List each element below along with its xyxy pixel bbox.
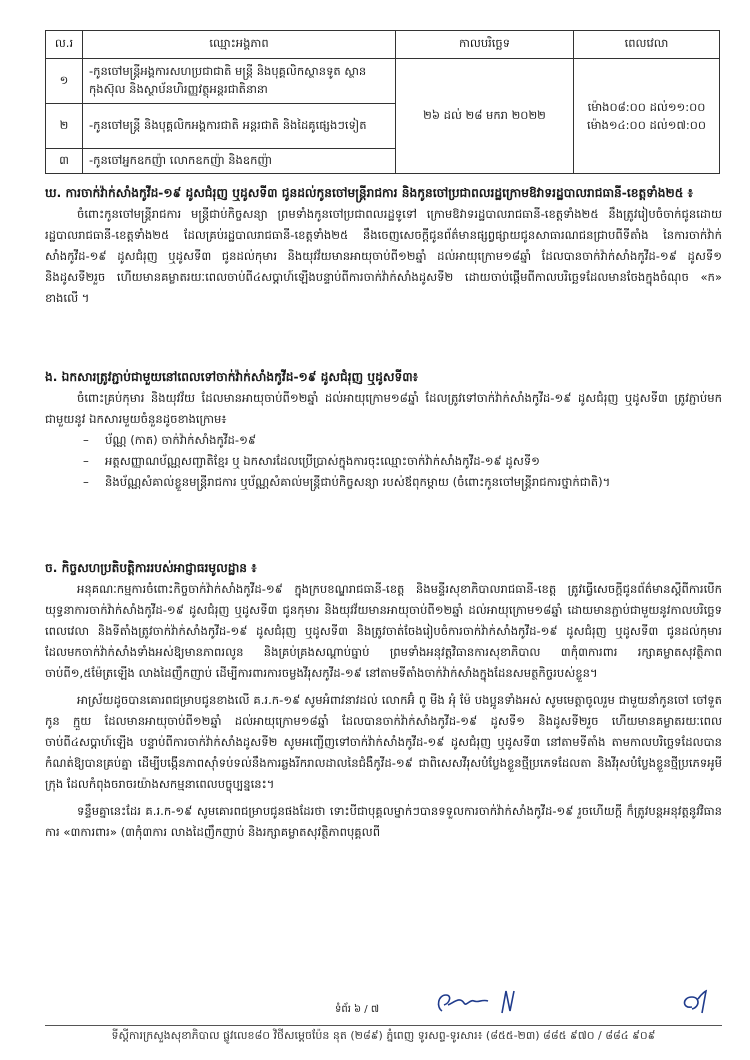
- section-ch-heading: ច. កិច្ចសហប្រតិបត្តិការរបស់អាជ្ញាធរមូលដ្ឋាន ៖: [45, 561, 257, 575]
- row-group: -កូនចៅមន្ត្រីអង្គការសហប្រជាជាតិ មន្ត្រី និងបុគ្គលិកស្ថានទូត ស្ថានកុងស៊ុល និងស្ថាប័នហិរញ្ញវត្ថុអន្តរជាតិនានា: [83, 59, 396, 104]
- section-ch-para2: អាស្រ័យដូចបានគោរពជម្រាបជូនខាងលើ គ.រ.ក-១៩ សូមអំពាវនាវដល់ លោកអ៊ំ ពូ មីង អុំ ម៉ែ បងប្អូនទាំងអស់ សូមមេត្តាចូលរួម ជាមួយនាំកូនចៅ ចៅទួត កូន ក្មួយ ដែលមានអាយុចាប់ពី១២ឆ្នាំ ដល់អាយុក្រោម១៨ឆ្នាំ ដែលបានចាក់វ៉ាក់សាំងកូវីដ-១៩ ដូសទី១ និងដូសទី២រួច ហើយមានគម្លាតរយៈពេលចាប់ពី៤សប្តាហ៍ឡើង បន្ទាប់ពីការចាក់វ៉ាក់សាំងដូសទី២ សូមអញ្ជើញទៅចាក់វ៉ាក់សាំងកូវីដ-១៩ ដូសជំរុញ ឬដូសទី៣ នៅតាមទីតាំង តាមកាលបរិច្ឆេទដែលបានកំណត់ឱ្យបានគ្រប់គ្នា ដើម្បីបង្កើនភាពស៊ាំទប់ទល់នឹងការឆ្លងរីករាលដាលនៃជំងឺកូវីដ-១៩ ជាពិសេសវីរុសបំប្លែងខ្លួនថ្មីប្រភេទដែលតា និងវីរុសបំប្លែងខ្លួនថ្មីប្រភេទអូមីក្រុង ដែលកំពុងចរាចរយ៉ាងសកម្មនាពេលបច្ចុប្បន្ននេះ។: [45, 693, 722, 791]
- col-header-date: កាលបរិច្ឆេទ: [396, 31, 574, 59]
- document-list: [45, 430, 722, 493]
- col-header-unit: ឈ្មោះអង្គភាព: [83, 31, 396, 59]
- schedule-table: [45, 30, 720, 174]
- signature-mark-icon: [672, 985, 712, 1021]
- time-afternoon: ម៉ោង១៤:០០ ដល់១៧:០០: [586, 118, 707, 132]
- col-header-number: ល.រ: [46, 31, 83, 59]
- page-number: ទំព័រ ៦ / ៧: [335, 1004, 380, 1015]
- row-number: ២: [46, 104, 83, 149]
- row-group: -កូនចៅអ្នកឧកញ៉ា លោកឧកញ៉ា និងឧកញ៉ា: [83, 149, 396, 174]
- list-item: – អត្តសញ្ញាណប័ណ្ណសញ្ជាតិខ្មែរ ឬ ឯកសារដែលប្រើប្រាស់ក្នុងការចុះឈ្មោះចាក់វ៉ាក់សាំងកូវីដ-១៩ ដូសទី១: [83, 451, 722, 472]
- time-morning: ម៉ោង០៨:០០ ដល់១១:០០: [587, 99, 706, 114]
- list-item: – និងប័ណ្ណសំគាល់ខ្លួនមន្ត្រីរាជការ ឬប័ណ្ណសំគាល់មន្ត្រីជាប់កិច្ចសន្យា របស់ឪពុកម្តាយ (ចំពោះកូនចៅមន្ត្រីរាជការថ្នាក់ជាតិ)។: [83, 472, 722, 493]
- table-row: [46, 59, 720, 104]
- section-ng: [45, 367, 722, 493]
- section-ng-intro: ចំពោះគ្រប់កុមារ និងយុវវ័យ ដែលមានអាយុចាប់ពី១២ឆ្នាំ ដល់អាយុក្រោម១៨ឆ្នាំ ដែលត្រូវទៅចាក់វ៉ាក់សាំងកូវីដ-១៩ ដូសជំរុញ ឬដូសទី៣ ត្រូវភ្ជាប់មកជាមួយនូវ ឯកសារមួយចំនួនដូចខាងក្រោម៖: [45, 391, 722, 426]
- section-gho-body: ចំពោះកូនចៅមន្ត្រីរាជការ មន្ត្រីជាប់កិច្ចសន្យា ព្រមទាំងកូនចៅប្រជាពលរដ្ឋទូទៅ ក្រោមឱវាទរដ្ឋបាលរាជធានី-ខេត្តទាំង២៥ នឹងត្រូវរៀបចំចាក់ជូនដោយរដ្ឋបាលរាជធានី-ខេត្តទាំង២៥ ដែលគ្រប់រដ្ឋបាលរាជធានី-ខេត្តទាំង២៥ នឹងចេញសេចក្តីជូនព័ត៌មានផ្សព្វផ្សាយជូនសាធារណជនជ្រាបពីទីតាំង នៃការចាក់វ៉ាក់សាំងកូវីដ-១៩ ដូសជំរុញ ឬដូសទី៣ ជូនដល់កុមារ និងយុវវ័យមានអាយុចាប់ពី១២ឆ្នាំ ដល់អាយុក្រោម១៨ឆ្នាំ ដែលបានចាក់វ៉ាក់សាំងកូវីដ-១៩ ដូសទី១ និងដូសទី២រួច ហើយមានគម្លាតរយៈពេលចាប់ពី៤សប្តាហ៍ឡើងបន្ទាប់ពីការចាក់វ៉ាក់សាំងដូសទី២ ដោយចាប់ផ្តើមពីកាលបរិច្ឆេទដែលមានចែងក្នុងចំណុច «ក» ខាងលើ ។: [45, 207, 722, 305]
- schedule-time: [574, 59, 720, 174]
- section-ch-para1: អនុគណៈកម្មការចំពោះកិច្ចចាក់វ៉ាក់សាំងកូវីដ-១៩ ក្នុងក្របខណ្ឌរាជធានី-ខេត្ត និងមន្ទីរសុខាភិបាលរាជធានី-ខេត្ត ត្រូវធ្វើសេចក្តីជូនព័ត៌មានស្តីពីការបើកយុទ្ធនាការចាក់វ៉ាក់សាំងកូវីដ-១៩ ដូសជំរុញ ឬដូសទី៣ ជូនកុមារ និងយុវវ័យមានអាយុចាប់ពី១២ឆ្នាំ ដល់អាយុក្រោម១៨ឆ្នាំ ដោយមានភ្ជាប់ជាមួយនូវកាលបរិច្ឆេទ ពេលវេលា និងទីតាំងត្រូវចាក់វ៉ាក់សាំងកូវីដ-១៩ ដូសជំរុញ ឬដូសទី៣ និងត្រូវចាត់ចែងរៀបចំការចាក់វ៉ាក់សាំងកូវីដ-១៩ ដូសជំរុញ ឬដូសទី៣ ជូនដល់កុមារ ដែលមកចាក់វ៉ាក់សាំងទាំងអស់ឱ្យមានភាពរលូន និងគ្រប់គ្រងសណ្តាប់ធ្នាប់ ព្រមទាំងអនុវត្តវិធានការសុខាភិបាល ៣កុំ៣ការពារ រក្សាគម្លាតសុវត្ថិភាពចាប់ពី១,៥ម៉ែត្រឡើង លាងដៃញឹកញាប់ ដើម្បីការពារការចម្លងវីរុសកូវីដ-១៩ នៅតាមទីតាំងចាក់វ៉ាក់សាំងក្នុងដែនសមត្ថកិច្ចរបស់ខ្លួន។: [45, 582, 722, 680]
- footer-divider: [45, 1025, 722, 1026]
- section-ch-para3: ទន្ទឹមគ្នានេះដែរ គ.រ.ក-១៩ សូមគោរពជម្រាបជូនផងដែរថា ទោះបីជាបុគ្គលម្នាក់ៗបានទទួលការចាក់វ៉ាក់សាំងកូវីដ-១៩ រួចហើយក្តី ក៏ត្រូវបន្តអនុវត្តនូវវិធានការ «៣ការពារ» (៣កុំ៣ការ លាងដៃញឹកញាប់ និងរក្សាគម្លាតសុវត្ថិភាពបុគ្គលពី: [45, 804, 722, 839]
- schedule-date: ២៦ ដល់ ២៨ មករា ២០២២: [396, 59, 574, 174]
- section-ch: [45, 558, 722, 843]
- section-gho-heading: ឃ. ការចាក់វ៉ាក់សាំងកូវីដ-១៩ ដូសជំរុញ ឬដូសទី៣ ជូនដល់កូនចៅមន្ត្រីរាជការ និងកូនចៅប្រជាពលរដ្ឋក្រោមឱវាទរដ្ឋបាលរាជធានី-ខេត្តទាំង២៥ ៖: [45, 186, 693, 200]
- section-gho: [45, 183, 722, 309]
- section-ng-heading: ង. ឯកសារត្រូវភ្ជាប់ជាមួយនៅពេលទៅចាក់វ៉ាក់សាំងកូវីដ-១៩ ដូសជំរុញ ឬដូសទី៣៖: [45, 370, 418, 384]
- row-number: ១: [46, 59, 83, 104]
- row-group: -កូនចៅមន្ត្រី និងបុគ្គលិកអង្គការជាតិ អន្តរជាតិ និងដៃគូផ្សេងៗទៀត: [83, 104, 396, 149]
- col-header-time: ពេលវេលា: [574, 31, 720, 59]
- list-item: – ប័ណ្ណ (កាត) ចាក់វ៉ាក់សាំងកូវីដ-១៩: [83, 430, 722, 451]
- row-number: ៣: [46, 149, 83, 174]
- signature-initial-icon: [430, 985, 520, 1021]
- table-header-row: [46, 31, 720, 59]
- footer-address: ទីស្តីការក្រសួងសុខាភិបាល ផ្លូវលេខ៨០ វិថីសម្តេចប៉ែន នុត (២៨៩) ភ្នំពេញ ទូរសព្ទ-ទូរសារ៖ (៨៥៥-២៣) ៨៨៥ ៩៧០ / ៨៨៤ ៩០៩: [111, 1029, 656, 1042]
